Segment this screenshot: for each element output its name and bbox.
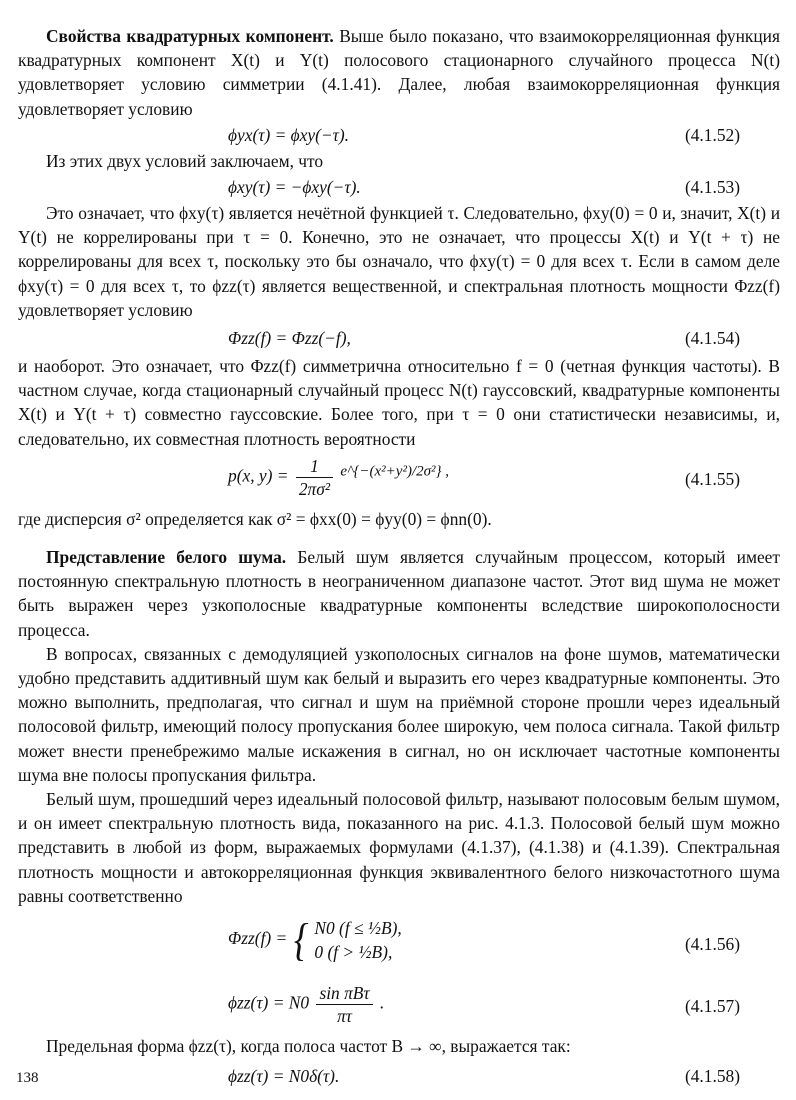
equation-exponent: e^{−(x²+y²)/2σ²} , (340, 463, 450, 480)
fraction-denominator: 2πσ² (298, 478, 331, 499)
equation-formula (228, 982, 384, 1027)
equation-number: (4.1.53) (684, 177, 740, 198)
equation-4-1-58 (18, 1062, 780, 1090)
equation-number: (4.1.57) (684, 996, 740, 1017)
equation-fraction (316, 982, 372, 1027)
paragraph-variance (18, 507, 780, 531)
paragraph-bandpass-white-noise (18, 787, 780, 908)
left-brace: { (293, 914, 309, 966)
equation-4-1-52 (18, 121, 780, 149)
equation-number: (4.1.58) (684, 1066, 740, 1087)
fraction-numerator: sin πBτ (316, 982, 372, 1005)
paragraph-text: и наоборот. Это означает, что Φzz(f) симметрична относительно f = 0 (четная функция частоты). В частном случае, когда стационарный случайный процесс N(t) гауссовский, квадратурные компоненты X(t) и Y(t + τ) совместно гауссовские. Более того, при τ = 0 они статистически независимы, и, следовательно, их совместная плотность вероятности (18, 356, 780, 449)
paragraph-text: Белый шум является случайным процессом, который имеет постоянную спектральную плотность в неограниченном диапазоне частот. Этот вид шума не может быть выражен через узкополосные квадратурные компоненты вследствие широкополосности процесса. (18, 547, 780, 640)
equation-number: (4.1.56) (684, 934, 740, 955)
paragraph-text: где дисперсия σ² определяется как σ² = ϕxx(0) = ϕyy(0) = ϕnn(0). (18, 508, 492, 529)
equation-formula: ϕyx(τ) = ϕxy(−τ). (228, 124, 350, 145)
equation-formula: ϕxy(τ) = −ϕxy(−τ). (228, 177, 361, 198)
equation-number: (4.1.55) (684, 468, 740, 489)
paragraph-quadrature-properties (18, 24, 780, 121)
paragraph-conclusion (18, 149, 780, 173)
case-line-1: N0 (f ≤ ½B), (314, 918, 402, 939)
section-heading-white-noise: Представление белого шума. (46, 547, 287, 568)
paragraph-odd-function (18, 201, 780, 322)
equation-4-1-56 (18, 914, 780, 976)
equation-4-1-53 (18, 173, 780, 201)
page-number: 138 (16, 1070, 39, 1086)
paragraph-limit-form (18, 1034, 780, 1058)
equation-formula (228, 916, 402, 964)
equation-lhs: Φzz(f) = (228, 928, 288, 949)
fraction-denominator: πτ (337, 1006, 352, 1027)
fraction-numerator: 1 (296, 455, 333, 478)
paragraph-demodulation (18, 642, 780, 787)
equation-cases (314, 916, 401, 964)
equation-4-1-57 (18, 978, 780, 1034)
equation-fraction (296, 455, 333, 500)
equation-formula: ϕzz(τ) = N0δ(τ). (228, 1066, 340, 1087)
equation-formula: Φzz(f) = Φzz(−f), (228, 328, 351, 349)
equation-number: (4.1.54) (684, 328, 740, 349)
paragraph-text: Из этих двух условий заключаем, что (46, 150, 324, 171)
equation-number: (4.1.52) (684, 124, 740, 145)
equation-4-1-54 (18, 322, 780, 354)
equation-lhs: p(x, y) = (228, 465, 289, 486)
paragraph-text: Предельная форма ϕzz(τ), когда полоса частот B → ∞, выражается так: (46, 1036, 571, 1057)
page-body (18, 24, 780, 1090)
paragraph-text: Это означает, что ϕxy(τ) является нечётной функцией τ. Следовательно, ϕxy(0) = 0 и, значит, X(t) и Y(t) не коррелированы при τ = 0. Конечно, это не означает, что процессы X(t) и Y(t + τ) не коррелированы для всех τ, поскольку это бы означало, что ϕxy(τ) = 0 для всех τ. Если в самом деле ϕxy(τ) = 0 для всех τ, то ϕzz(τ) является вещественной, и спектральная плотность мощности Φzz(f) удовлетворяет условию (18, 203, 780, 320)
section-heading-quadrature: Свойства квадратурных компонент. (46, 26, 334, 46)
equation-4-1-55 (18, 451, 780, 507)
paragraph-text: В вопросах, связанных с демодуляцией узкополосных сигналов на фоне шумов, математически удобно представить аддитивный шум как белый и выразить его через квадратурные компоненты. Это можно выполнить, предполагая, что сигнал и шум на приёмной стороне прошли через идеальный полосовой фильтр, имеющий полосу пропускания более широкую, чем полоса сигнала. Такой фильтр может внести пренебрежимо малые искажения в сигнал, но он исключает частотные компоненты шума вне полосы пропускания фильтра. (18, 643, 780, 785)
equation-lhs: ϕzz(τ) = N0 (228, 992, 310, 1013)
paragraph-text: Белый шум, прошедший через идеальный полосовой фильтр, называют полосовым белым шумом, и он имеет спектральную плотность вида, показанного на рис. 4.1.3. Полосовой белый шум можно представить в любой из форм, выражаемых формулами (4.1.37), (4.1.38) и (4.1.39). Спектральная плотность мощности и автокорреляционная функция эквивалентного белого низкочастотного шума равны соответственно (18, 789, 780, 906)
paragraph-symmetric-gaussian (18, 354, 780, 451)
paragraph-text: Выше было показано, что взаимокорреляционная функция квадратурных компонент X(t) и Y(t) полосового стационарного случайного процесса N(t) удовлетворяет условию симметрии (4.1.41). Далее, любая взаимокорреляционная функция удовлетворяет условию (18, 26, 780, 119)
case-line-2: 0 (f > ½B), (314, 942, 393, 963)
equation-end: . (380, 992, 385, 1013)
equation-formula (228, 455, 449, 500)
paragraph-white-noise (18, 545, 780, 642)
